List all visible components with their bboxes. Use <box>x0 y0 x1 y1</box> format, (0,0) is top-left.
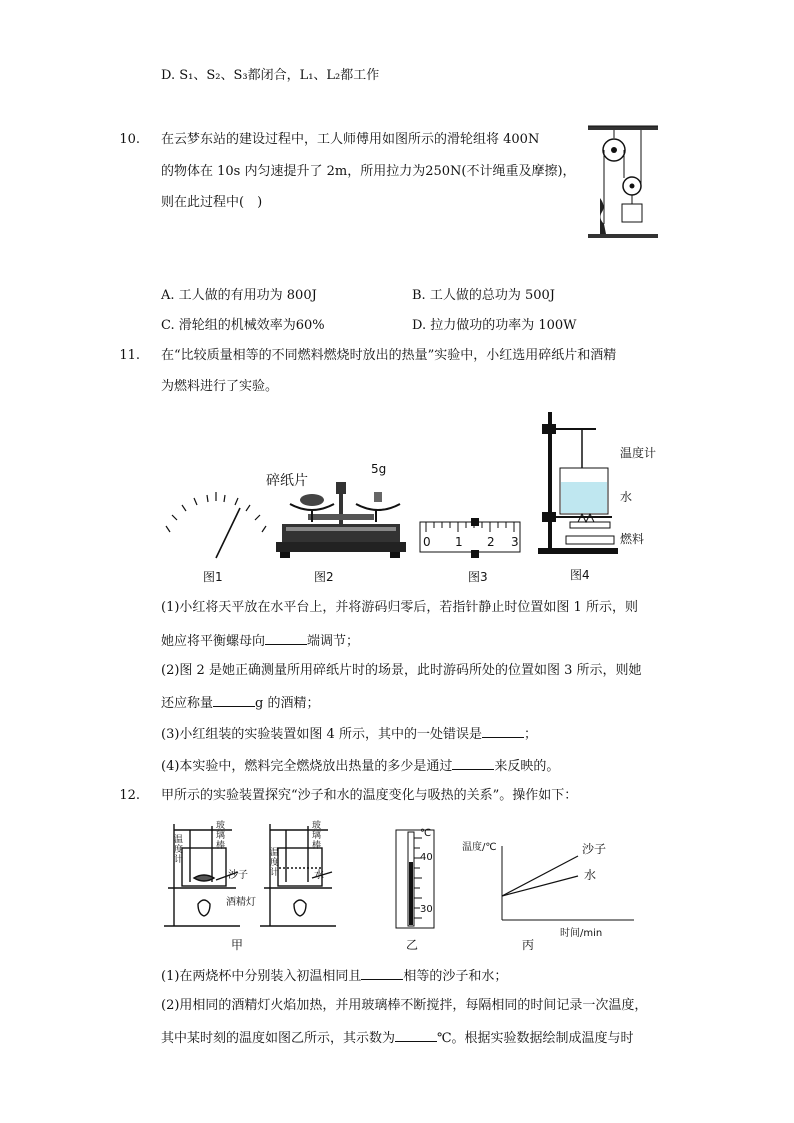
fig3-caption: 图3 <box>468 570 488 584</box>
q11-sub3-text-pre: (3)小红组装的实验装置如图 4 所示，其中的一处错误是 <box>161 727 482 742</box>
fig-yi-tick-30: 30 <box>420 904 433 915</box>
fig-yi-caption: 乙 <box>406 938 419 952</box>
q11-sub4 <box>161 755 559 777</box>
q9-option-d: D. S₁、S₂、S₃都闭合，L₁、L₂都工作 <box>161 68 380 83</box>
q11-stem-line1: 在“比较质量相等的不同燃料燃烧时放出的热量”实验中，小红选用碎纸片和酒精 <box>161 348 617 363</box>
fig-bing-curve-water: 水 <box>584 868 597 882</box>
fig1-pointer-scale <box>160 490 270 562</box>
fig-jia-glass-rod-label-2: 玻璃棒 <box>312 821 322 851</box>
fig2-paper-label: 碎纸片 <box>266 473 308 489</box>
fig3-tick-3: 3 <box>511 535 519 549</box>
q12-sub2-text-pre: 其中某时刻的温度如图乙所示，其示数为 <box>161 1031 396 1046</box>
fig-yi-unit: ℃ <box>420 828 432 839</box>
fig2-balance <box>272 478 408 562</box>
q10-stem-line3: 则在此过程中( ) <box>161 195 263 210</box>
fig3-tick-2: 2 <box>487 535 495 549</box>
q11-sub3 <box>161 723 537 745</box>
fig3-tick-1: 1 <box>455 535 463 549</box>
q12-number: 12. <box>119 788 140 803</box>
fig-bing-curve-sand: 沙子 <box>582 842 607 856</box>
fig-bing-graph <box>498 846 638 926</box>
q12-sub2-answer-blank[interactable] <box>395 1027 437 1042</box>
q12-sub2-line2 <box>161 1027 634 1049</box>
q11-sub4-text-post: 来反映的。 <box>494 759 560 774</box>
q12-sub1 <box>161 965 507 987</box>
q10-stem-line2: 的物体在 10s 内匀速提升了 2m，所用拉力为250N(不计绳重及摩擦)， <box>161 164 576 179</box>
curve-sand-line <box>502 856 578 896</box>
fig4-water-label: 水 <box>620 490 633 504</box>
q10-number: 10. <box>119 132 140 147</box>
q11-number: 11. <box>119 348 140 363</box>
q12-sub2-line1: (2)用相同的酒精灯火焰加热，并用玻璃棒不断搅拌，每隔相同的时间记录一次温度， <box>161 998 648 1013</box>
fig3-rider-scale <box>418 516 524 560</box>
fig-jia-sand-label: 沙子 <box>228 870 248 881</box>
curve-water-line <box>502 876 578 896</box>
fig1-caption: 图1 <box>203 570 223 584</box>
q11-stem-line2: 为燃料进行了实验。 <box>161 379 279 394</box>
fig-jia-thermometer-label-2: 温度计 <box>270 848 280 878</box>
fig2-weight-label: 5g <box>371 462 387 476</box>
q11-sub1-line2 <box>161 630 359 652</box>
q10-option-d: D. 拉力做功的功率为 100W <box>412 318 577 333</box>
q11-sub3-answer-blank[interactable] <box>482 723 524 738</box>
fig-jia-lamp-label: 酒精灯 <box>226 897 256 908</box>
fig-jia-caption: 甲 <box>231 938 244 952</box>
fig4-caption: 图4 <box>570 568 590 582</box>
q11-sub1-answer-blank[interactable] <box>265 630 307 645</box>
q12-sub2-text-post: ℃。根据实验数据绘制成温度与时 <box>437 1031 634 1046</box>
fig-bing-y-axis-label: 温度/℃ <box>462 842 497 853</box>
q11-sub4-answer-blank[interactable] <box>452 755 494 770</box>
pulley-figure <box>586 124 660 242</box>
q11-sub2-text-post: g 的酒精； <box>255 696 320 711</box>
q12-stem-line1: 甲所示的实验装置探究“沙子和水的温度变化与吸热的关系”。操作如下： <box>161 788 578 803</box>
fig-bing-caption: 丙 <box>522 938 535 952</box>
fig4-thermometer-label: 温度计 <box>620 446 657 460</box>
q11-sub2-line1: (2)图 2 是她正确测量所用碎纸片时的场景，此时游码所处的位置如图 3 所示，则她 <box>161 663 642 678</box>
q11-sub1-text-pre: 她应将平衡螺母向 <box>161 634 266 649</box>
q11-sub2-line2 <box>161 692 319 714</box>
fig-jia-water-label: 水 <box>314 870 324 881</box>
q12-sub1-answer-blank[interactable] <box>361 965 403 980</box>
q10-option-a: A. 工人做的有用功为 800J <box>161 288 317 303</box>
fig-yi-tick-40: 40 <box>420 852 433 863</box>
q11-sub3-text-post: ； <box>523 727 537 742</box>
fig3-tick-0: 0 <box>423 535 431 549</box>
q11-sub1-text-post: 端调节； <box>307 634 360 649</box>
fig2-caption: 图2 <box>314 570 334 584</box>
q10-option-b: B. 工人做的总功为 500J <box>412 288 555 303</box>
fig-jia-glass-rod-label: 玻璃棒 <box>216 821 226 851</box>
q11-sub2-text-pre: 还应称量 <box>161 696 214 711</box>
fig4-fuel-label: 燃料 <box>620 532 645 546</box>
q12-sub1-text-pre: (1)在两烧杯中分别装入初温相同且 <box>161 969 362 984</box>
q10-option-c: C. 滑轮组的机械效率为60% <box>161 318 325 333</box>
fig-jia-thermometer-label: 温度计 <box>174 835 184 865</box>
q11-sub2-answer-blank[interactable] <box>213 692 255 707</box>
q12-sub1-text-post: 相等的沙子和水； <box>403 969 508 984</box>
q11-sub4-text-pre: (4)本实验中，燃料完全燃烧放出热量的多少是通过 <box>161 759 453 774</box>
q10-stem-line1: 在云梦东站的建设过程中，工人师傅用如图所示的滑轮组将 400N <box>161 132 540 147</box>
fig-yi-thermometer <box>392 826 438 932</box>
fig4-apparatus <box>538 410 618 558</box>
fig-jia-apparatus <box>160 818 360 936</box>
q11-sub1-line1: (1)小红将天平放在水平台上，并将游码归零后，若指针静止时位置如图 1 所示，则 <box>161 600 638 615</box>
fig-bing-x-axis-label: 时间/min <box>560 928 603 939</box>
